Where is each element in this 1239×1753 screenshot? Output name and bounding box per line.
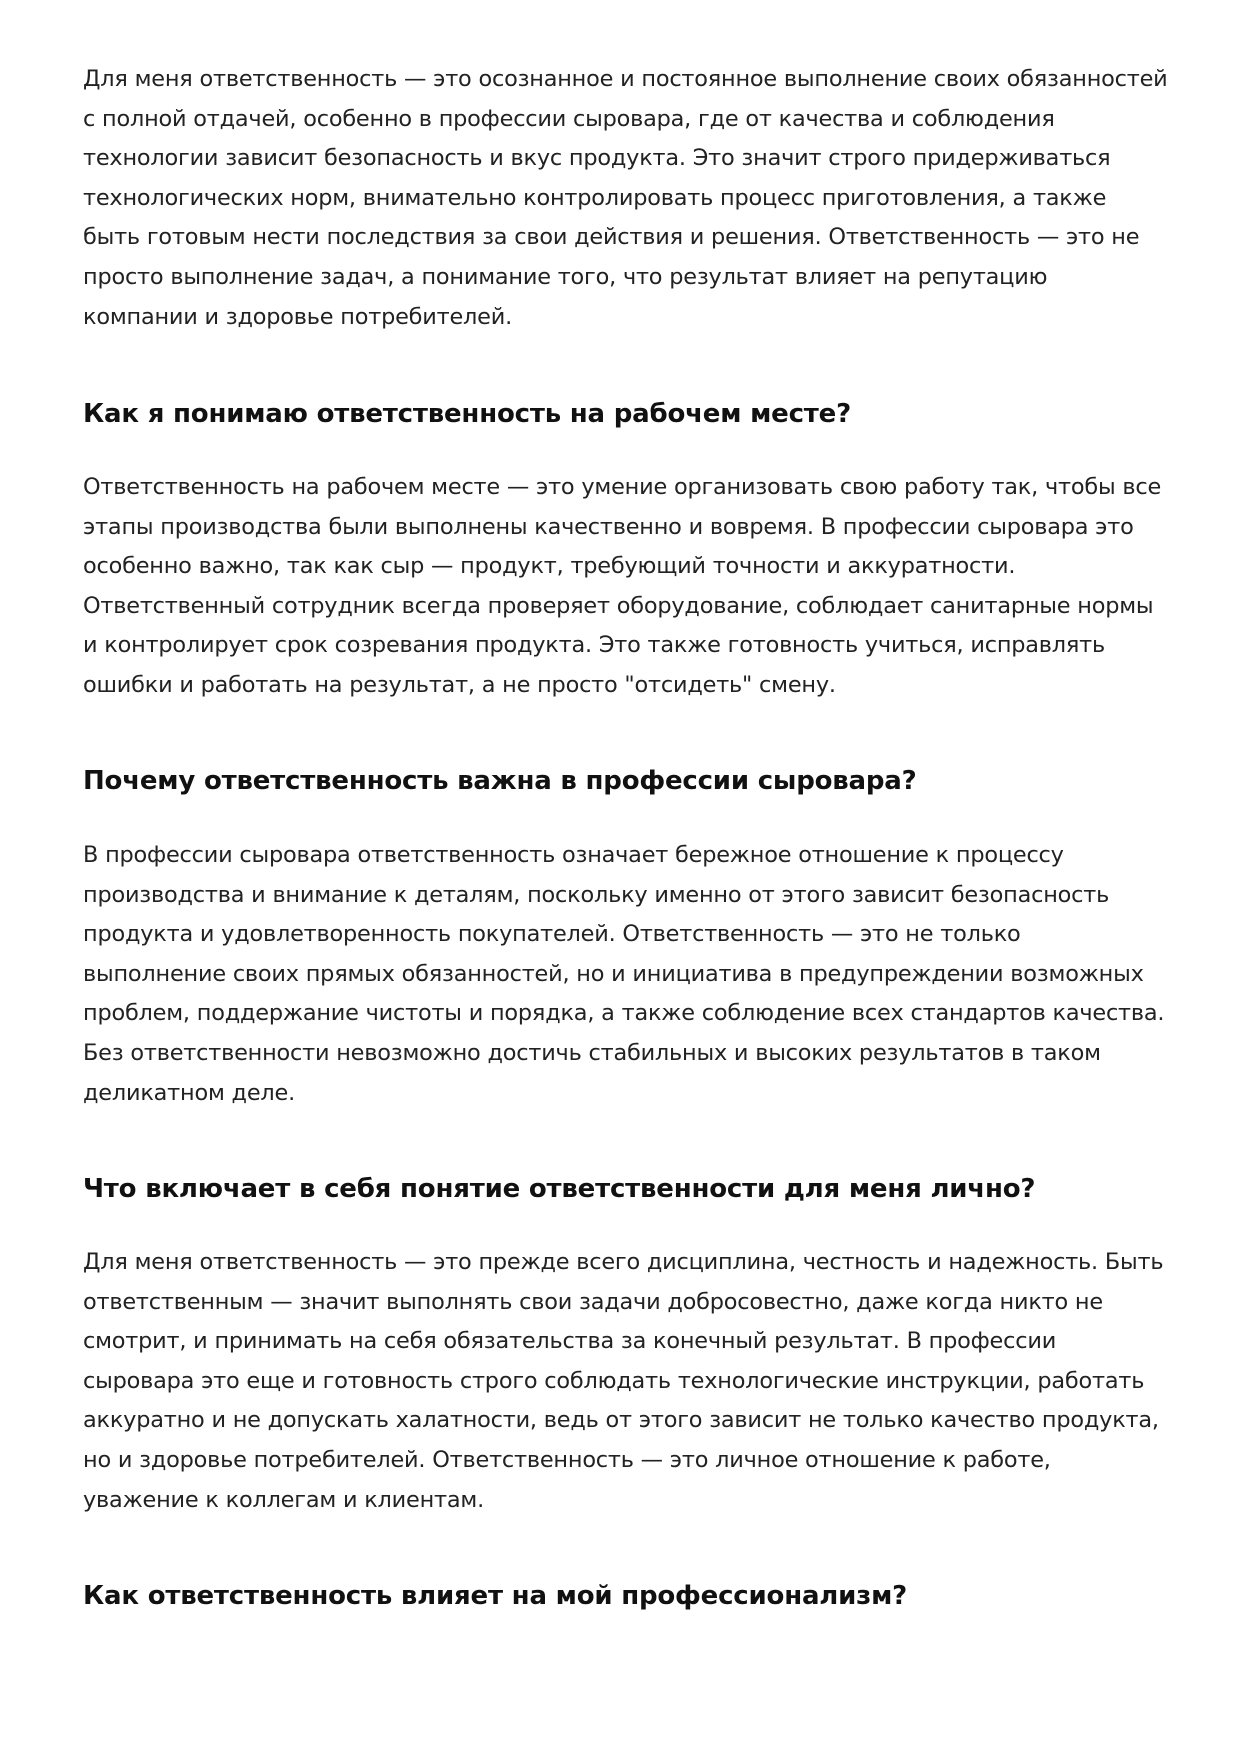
document-page	[83, 0, 1168, 1753]
section-paragraph-workplace: Ответственность на рабочем месте — это умение организовать свою работу так, чтобы все этапы производства были выполнены качественно и вовремя. В профессии сыровара это особенно важно, так как сыр — продукт, требующий точности и аккуратности. Ответственный сотрудник всегда проверяет оборудование, соблюдает санитарные нормы и контролирует срок созревания продукта. Это также готовность учиться, исправлять ошибки и работать на результат, а не просто "отсидеть" смену.	[83, 474, 1162, 698]
section-heading-importance: Почему ответственность важна в профессии сыровара?	[83, 766, 917, 796]
section-heading-personal: Что включает в себя понятие ответственности для меня лично?	[83, 1174, 1036, 1204]
section-heading-workplace: Как я понимаю ответственность на рабочем месте?	[83, 399, 851, 429]
section-heading-professionalism: Как ответственность влияет на мой профессионализм?	[83, 1581, 908, 1611]
section-paragraph-importance: В профессии сыровара ответственность означает бережное отношение к процессу производства и внимание к деталям, поскольку именно от этого зависит безопасность продукта и удовлетворенность покупателей. Ответственность — это не только выполнение своих прямых обязанностей, но и инициатива в предупреждении возможных проблем, поддержание чистоты и порядка, а также соблюдение всех стандартов качества. Без ответственности невозможно достичь стабильных и высоких результатов в таком деликатном деле.	[83, 842, 1165, 1106]
intro-paragraph: Для меня ответственность — это осознанное и постоянное выполнение своих обязанностей с полной отдачей, особенно в профессии сыровара, где от качества и соблюдения технологии зависит безопасность и вкус продукта. Это значит строго придерживаться технологических норм, внимательно контролировать процесс приготовления, а также быть готовым нести последствия за свои действия и решения. Ответственность — это не просто выполнение задач, а понимание того, что результат влияет на репутацию компании и здоровье потребителей.	[83, 66, 1168, 330]
section-paragraph-personal: Для меня ответственность — это прежде всего дисциплина, честность и надежность. Быть ответственным — значит выполнять свои задачи добросовестно, даже когда никто не смотрит, и принимать на себя обязательства за конечный результат. В профессии сыровара это еще и готовность строго соблюдать технологические инструкции, работать аккуратно и не допускать халатности, ведь от этого зависит не только качество продукта, но и здоровье потребителей. Ответственность — это личное отношение к работе, уважение к коллегам и клиентам.	[83, 1249, 1164, 1513]
